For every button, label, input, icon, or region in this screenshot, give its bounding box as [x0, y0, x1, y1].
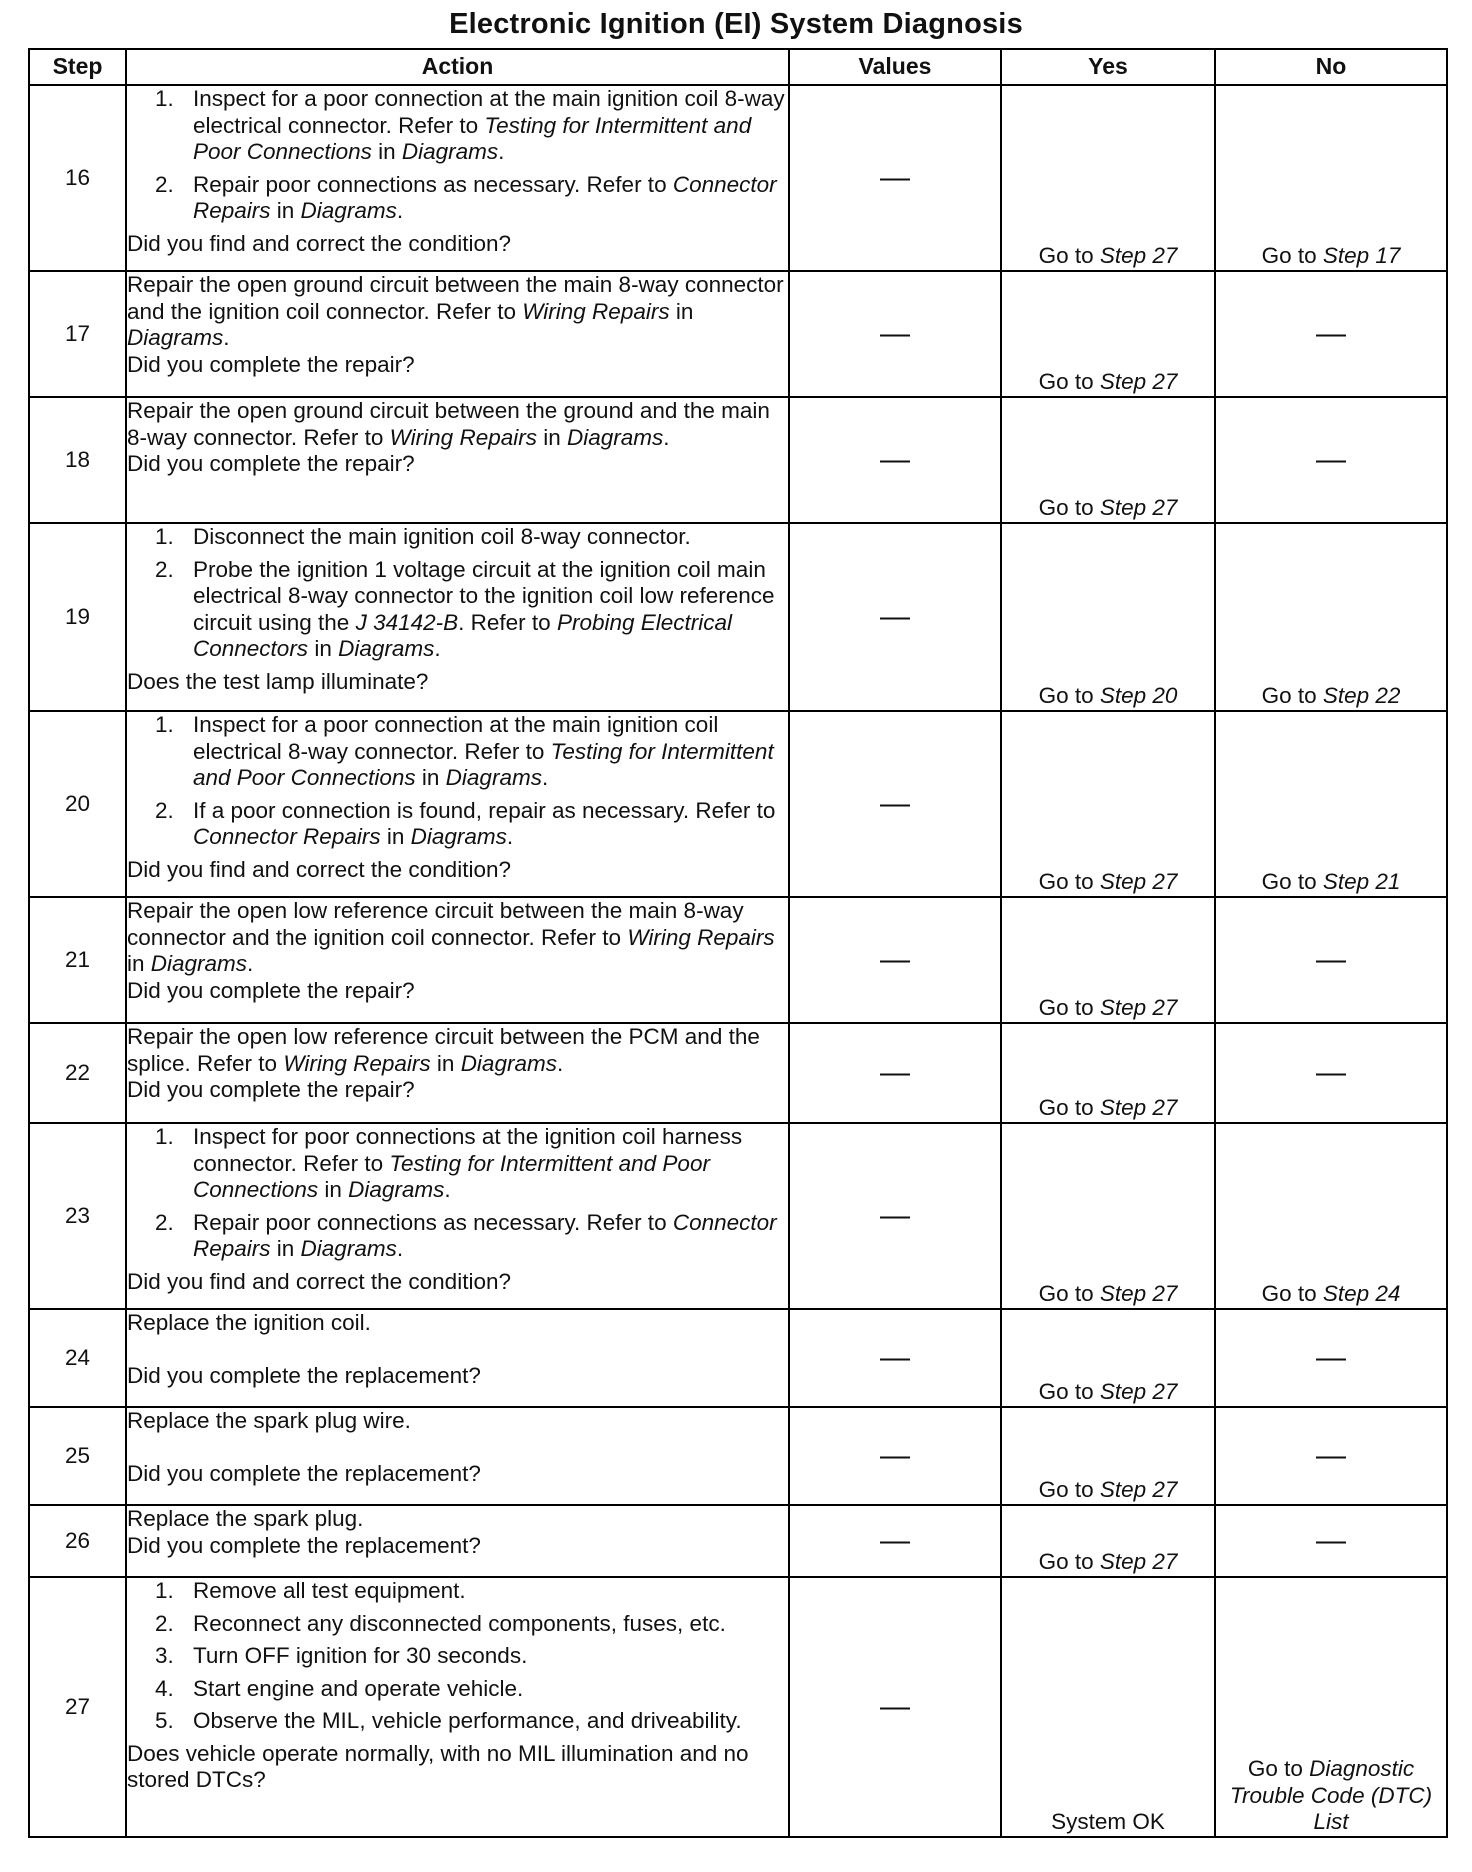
action-step	[127, 712, 788, 792]
reference-text: Diagrams	[567, 424, 664, 450]
action-paragraph	[127, 898, 788, 978]
reference-text: Wiring Repairs	[283, 1050, 431, 1076]
action-cell	[126, 271, 789, 397]
goto-step-reference: Step 27	[1099, 869, 1178, 895]
goto-step-reference: Step 27	[1099, 995, 1178, 1021]
action-step	[127, 1643, 788, 1670]
action-text: in	[371, 139, 402, 165]
reference-text: Diagrams	[401, 139, 499, 165]
yes-cell	[1001, 1123, 1215, 1309]
action-text: Inspect for poor connections at the ignition coil harness connector. Refer to	[193, 1124, 743, 1176]
reference-text: Wiring Repairs	[389, 424, 537, 450]
action-cell	[126, 1023, 789, 1123]
goto-text: Go to	[1038, 1281, 1100, 1307]
table-row	[29, 1023, 1447, 1123]
step-number: 22	[29, 1023, 126, 1123]
goto-step-reference: Step 27	[1099, 1281, 1178, 1307]
col-header-action: Action	[126, 49, 789, 85]
action-steps-list	[127, 1578, 788, 1735]
action-text: .	[434, 636, 441, 662]
table-row	[29, 711, 1447, 897]
reference-text: Testing for Intermittent and Poor Connections	[193, 1150, 710, 1203]
action-question: Did you complete the replacement?	[127, 1460, 481, 1486]
action-paragraph: Replace the spark plug.	[127, 1506, 364, 1531]
no-cell	[1215, 1577, 1447, 1837]
action-step-number: 4.	[155, 1675, 174, 1701]
action-text: in	[270, 1236, 301, 1262]
action-step	[127, 1611, 788, 1638]
action-paragraph: Replace the ignition coil.	[127, 1310, 371, 1335]
reference-text: Testing for Intermittent and Poor Connections	[193, 738, 774, 791]
action-text: .	[444, 1177, 451, 1203]
action-text: in	[318, 1177, 349, 1203]
no-dash: —	[1316, 1439, 1346, 1473]
action-question: Did you complete the replacement?	[127, 1362, 481, 1388]
goto-step-reference: Step 27	[1099, 369, 1178, 395]
yes-cell	[1001, 1309, 1215, 1407]
reference-text: Testing for Intermittent and Poor Connections	[193, 112, 752, 165]
goto-text: Go to	[1038, 495, 1100, 521]
action-step	[127, 1708, 788, 1735]
action-text: Repair poor connections as necessary. Refer to	[193, 171, 673, 197]
action-text: Remove all test equipment.	[193, 1578, 466, 1603]
step-number: 24	[29, 1309, 126, 1407]
yes-cell	[1001, 897, 1215, 1023]
action-text: .	[541, 765, 549, 791]
reference-text: Diagrams	[338, 636, 435, 662]
reference-text: J 34142-B	[355, 609, 459, 635]
action-cell	[126, 711, 789, 897]
no-dash: —	[1316, 1341, 1346, 1375]
action-question: Did you complete the repair?	[127, 1077, 415, 1103]
action-question: Did you complete the repair?	[127, 351, 415, 377]
col-header-values: Values	[789, 49, 1001, 85]
action-text: .	[247, 951, 254, 977]
action-text: If a poor connection is found, repair as necessary. Refer to	[193, 797, 776, 823]
table-row	[29, 271, 1447, 397]
table-row	[29, 1309, 1447, 1407]
action-paragraph	[127, 398, 788, 451]
col-header-yes: Yes	[1001, 49, 1215, 85]
action-step	[127, 524, 788, 551]
action-step	[127, 1578, 788, 1605]
action-text: Repair the open low reference circuit between the PCM and the splice. Refer to	[127, 1024, 760, 1076]
action-cell	[126, 523, 789, 711]
goto-step-reference: Step 22	[1322, 683, 1401, 709]
reference-text: Diagrams	[410, 824, 507, 850]
table-row	[29, 85, 1447, 271]
goto-text: Go to	[1038, 1549, 1100, 1575]
action-cell	[126, 1309, 789, 1407]
action-step-number: 2.	[155, 1610, 174, 1636]
table-row	[29, 1505, 1447, 1577]
action-cell	[126, 897, 789, 1023]
goto-step-reference: Step 27	[1099, 243, 1178, 269]
action-cell	[126, 1505, 789, 1577]
action-text: .	[506, 824, 514, 850]
action-step-number: 1.	[155, 712, 174, 737]
reference-text: Connector Repairs	[193, 1209, 777, 1262]
goto-text: Go to	[1038, 683, 1100, 709]
reference-text: Diagrams	[150, 951, 248, 977]
no-cell	[1215, 1309, 1447, 1407]
action-cell	[126, 1577, 789, 1837]
no-cell	[1215, 1023, 1447, 1123]
action-step-number: 1.	[155, 1124, 174, 1149]
action-question: Did you find and correct the condition?	[127, 1268, 511, 1294]
values-cell: —	[789, 85, 1001, 271]
action-text: Repair poor connections as necessary. Refer to	[193, 1209, 673, 1235]
action-question: Did you complete the repair?	[127, 451, 415, 477]
action-steps-list	[127, 1124, 788, 1263]
table-row	[29, 523, 1447, 711]
goto-text: Go to	[1038, 243, 1100, 269]
action-step-number: 2.	[155, 1209, 174, 1235]
yes-cell	[1001, 397, 1215, 523]
step-number: 26	[29, 1505, 126, 1577]
action-step	[127, 798, 788, 851]
action-text: Turn OFF ignition for 30 seconds.	[193, 1643, 528, 1669]
action-step-number: 2.	[155, 556, 174, 582]
reference-text: Diagrams	[127, 325, 224, 351]
no-dash: —	[1316, 443, 1346, 477]
action-step	[127, 86, 788, 166]
action-paragraph	[127, 272, 788, 352]
goto-text: Go to	[1038, 1379, 1100, 1405]
reference-text: Connector Repairs	[193, 824, 381, 850]
table-row	[29, 897, 1447, 1023]
reference-text: Wiring Repairs	[522, 298, 670, 324]
action-cell	[126, 1407, 789, 1505]
action-question: Did you find and correct the condition?	[127, 230, 511, 256]
action-text: .	[396, 198, 404, 224]
action-step-number: 2.	[155, 797, 174, 823]
goto-step-reference: Step 27	[1099, 1379, 1178, 1405]
spacer	[127, 1435, 788, 1461]
action-text: in	[430, 1050, 461, 1076]
step-number: 17	[29, 271, 126, 397]
action-step-number: 5.	[155, 1708, 174, 1734]
goto-step-reference: Step 27	[1099, 495, 1178, 521]
action-text: .	[663, 424, 670, 450]
goto-text: Go to	[1038, 995, 1100, 1021]
action-cell	[126, 85, 789, 271]
yes-cell	[1001, 1505, 1215, 1577]
action-text: Start engine and operate vehicle.	[193, 1675, 524, 1701]
spacer	[127, 1337, 788, 1363]
action-step	[127, 1210, 788, 1263]
values-cell: —	[789, 1023, 1001, 1123]
no-cell	[1215, 711, 1447, 897]
reference-text: Diagrams	[445, 765, 542, 791]
action-text: .	[396, 1236, 404, 1262]
action-text: in	[536, 424, 567, 450]
values-cell: —	[789, 711, 1001, 897]
step-number: 19	[29, 523, 126, 711]
action-paragraph: Replace the spark plug wire.	[127, 1408, 411, 1433]
action-text: in	[415, 765, 446, 791]
action-step	[127, 172, 788, 225]
action-step-number: 1.	[155, 524, 174, 549]
action-steps-list	[127, 712, 788, 851]
action-step-number: 1.	[155, 86, 174, 111]
action-text: Inspect for a poor connection at the main ignition coil 8-way electrical connector. Refer to	[193, 86, 785, 138]
action-step	[127, 1676, 788, 1703]
action-text: .	[498, 139, 505, 165]
yes-cell	[1001, 1577, 1215, 1837]
no-dash: —	[1316, 943, 1346, 977]
action-cell	[126, 397, 789, 523]
no-cell	[1215, 1407, 1447, 1505]
action-step-number: 1.	[155, 1578, 174, 1603]
no-cell	[1215, 523, 1447, 711]
col-header-step: Step	[29, 49, 126, 85]
action-step	[127, 557, 788, 663]
goto-text: Go to	[1261, 243, 1323, 269]
action-text: .	[223, 325, 230, 351]
action-step	[127, 1124, 788, 1204]
action-question: Did you find and correct the condition?	[127, 856, 511, 882]
goto-step-reference: Step 24	[1322, 1281, 1401, 1307]
step-number: 27	[29, 1577, 126, 1837]
step-number: 25	[29, 1407, 126, 1505]
yes-cell	[1001, 1023, 1215, 1123]
goto-step-reference: Step 17	[1322, 243, 1401, 269]
action-question: Did you complete the replacement?	[127, 1532, 481, 1558]
action-steps-list	[127, 524, 788, 663]
table-row	[29, 1577, 1447, 1837]
values-cell: —	[789, 1577, 1001, 1837]
goto-text: Go to	[1038, 1477, 1100, 1503]
action-steps-list	[127, 86, 788, 225]
page-title: Electronic Ignition (EI) System Diagnosis	[449, 8, 1023, 40]
reference-text: Diagrams	[348, 1177, 445, 1203]
action-step-number: 2.	[155, 171, 174, 197]
action-cell	[126, 1123, 789, 1309]
action-text: Reconnect any disconnected components, fuses, etc.	[193, 1610, 726, 1636]
goto-step-reference: Step 27	[1099, 1095, 1178, 1121]
action-text: Disconnect the main ignition coil 8-way connector.	[193, 524, 691, 549]
action-question: Does the test lamp illuminate?	[127, 668, 429, 694]
values-cell: —	[789, 1309, 1001, 1407]
action-question: Did you complete the repair?	[127, 977, 415, 1003]
table-row	[29, 397, 1447, 523]
no-dash: —	[1316, 317, 1346, 351]
action-text: Repair the open ground circuit between the main 8-way connector and the ignition coil connector. Refer to	[127, 272, 784, 324]
action-text: Repair the open low reference circuit between the main 8-way connector and the ignition coil connector. Refer to	[127, 898, 744, 950]
reference-text: Diagrams	[460, 1050, 557, 1076]
no-cell	[1215, 271, 1447, 397]
no-cell	[1215, 1123, 1447, 1309]
no-cell	[1215, 397, 1447, 523]
goto-text: Go to	[1261, 869, 1323, 895]
reference-text: Connector Repairs	[193, 171, 777, 224]
action-text: Probe the ignition 1 voltage circuit at the ignition coil main electrical 8-way connector to the ignition coil low reference circuit using the	[193, 556, 775, 635]
no-cell	[1215, 85, 1447, 271]
reference-text: Diagrams	[300, 198, 397, 224]
action-text: . Refer to	[458, 609, 557, 635]
action-text: Repair the open ground circuit between the ground and the main 8-way connector. Refer to	[127, 398, 770, 450]
action-question: Does vehicle operate normally, with no MIL illumination and no stored DTCs?	[127, 1740, 749, 1793]
values-cell: —	[789, 1123, 1001, 1309]
values-cell: —	[789, 1407, 1001, 1505]
action-paragraph	[127, 1024, 788, 1077]
goto-text: Go to	[1261, 683, 1323, 709]
step-number: 21	[29, 897, 126, 1023]
goto-text: System OK	[1051, 1809, 1165, 1835]
action-text: in	[669, 298, 694, 324]
yes-cell	[1001, 85, 1215, 271]
action-step-number: 3.	[155, 1643, 174, 1669]
goto-text: Go to	[1261, 1281, 1323, 1307]
step-number: 18	[29, 397, 126, 523]
values-cell: —	[789, 271, 1001, 397]
goto-step-reference: Step 20	[1099, 683, 1178, 709]
step-number: 23	[29, 1123, 126, 1309]
action-text: in	[380, 824, 411, 850]
no-cell	[1215, 897, 1447, 1023]
table-row	[29, 1123, 1447, 1309]
col-header-no: No	[1215, 49, 1447, 85]
action-text: Inspect for a poor connection at the main ignition coil electrical 8-way connector. Refer to	[193, 712, 719, 764]
values-cell: —	[789, 1505, 1001, 1577]
table-row	[29, 1407, 1447, 1505]
goto-step-reference: Step 27	[1099, 1549, 1178, 1575]
no-dash: —	[1316, 1056, 1346, 1090]
goto-text: Go to	[1038, 369, 1100, 395]
yes-cell	[1001, 1407, 1215, 1505]
goto-step-reference: Diagnostic Trouble Code (DTC) List	[1229, 1756, 1433, 1835]
diagnosis-table	[28, 48, 1448, 1838]
values-cell: —	[789, 523, 1001, 711]
values-cell: —	[789, 397, 1001, 523]
reference-text: Wiring Repairs	[627, 924, 775, 950]
step-number: 16	[29, 85, 126, 271]
action-text: Observe the MIL, vehicle performance, and driveability.	[193, 1708, 742, 1734]
yes-cell	[1001, 711, 1215, 897]
action-text: in	[127, 951, 151, 977]
action-text: in	[308, 636, 339, 662]
action-text: in	[270, 198, 301, 224]
yes-cell	[1001, 523, 1215, 711]
reference-text: Probing Electrical Connectors	[193, 609, 733, 662]
values-cell: —	[789, 897, 1001, 1023]
table-header-row	[29, 49, 1447, 85]
goto-text: Go to	[1247, 1756, 1310, 1782]
goto-step-reference: Step 27	[1099, 1477, 1178, 1503]
yes-cell	[1001, 271, 1215, 397]
reference-text: Diagrams	[300, 1236, 397, 1262]
goto-text: Go to	[1038, 1095, 1100, 1121]
step-number: 20	[29, 711, 126, 897]
action-text: .	[556, 1050, 564, 1076]
goto-step-reference: Step 21	[1322, 869, 1401, 895]
no-cell	[1215, 1505, 1447, 1577]
goto-text: Go to	[1038, 869, 1100, 895]
no-dash: —	[1316, 1524, 1346, 1558]
